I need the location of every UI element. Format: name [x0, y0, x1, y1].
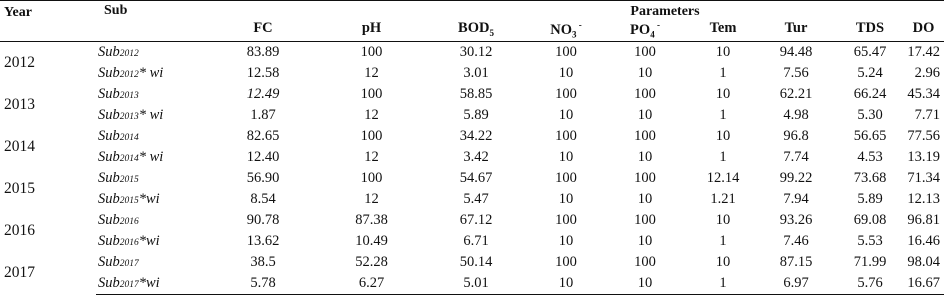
value-cell-tds: 5.89: [857, 191, 883, 207]
value-cell-fc: 90.78: [246, 212, 280, 228]
table-row: [0, 105, 944, 126]
value-cell-bod: 5.47: [463, 191, 489, 207]
header-row-top: [0, 1, 944, 21]
value-cell-bod: 5.89: [463, 107, 489, 123]
sub-label-cell: [96, 42, 206, 64]
sub-label-year: 2016: [119, 217, 139, 227]
sub-label-cell: [96, 252, 206, 273]
table-row: [0, 42, 944, 64]
value-cell-do: 98.04: [907, 254, 940, 270]
column-header-tds: [833, 20, 907, 42]
value-cell-tds: 56.65: [853, 128, 887, 144]
column-header-po4: [603, 20, 687, 42]
value-cell-tur: 4.98: [783, 107, 809, 123]
value-cell-no3: 100: [555, 212, 577, 228]
column-header-fc: [206, 20, 320, 42]
value-cell-fc: 82.65: [246, 128, 280, 144]
value-cell-bod: 34.22: [459, 128, 493, 144]
value-cell-tem: 10: [715, 44, 731, 60]
value-cell-po4: 100: [634, 254, 656, 270]
value-cell-no3: 10: [529, 273, 603, 295]
value-cell-no3: 100: [555, 254, 577, 270]
value-cell-tds: 5.76: [833, 273, 907, 295]
sub-label-year: 2012: [119, 70, 139, 80]
value-cell-bod: 50.14: [459, 254, 493, 270]
sub-label-year: 2013: [119, 91, 139, 101]
sub-label-year: 2017: [119, 259, 139, 269]
value-cell-po4: 10: [637, 65, 653, 81]
table-row: [0, 147, 944, 168]
value-cell-ph: 52.28: [355, 254, 388, 270]
value-cell-tur: 87.15: [779, 254, 813, 270]
column-header-label: FC: [253, 20, 273, 36]
value-cell-fc: 13.62: [246, 233, 280, 249]
value-cell-do: 13.19: [907, 149, 940, 165]
value-cell-bod: 58.85: [459, 86, 493, 102]
value-cell-fc: 1.87: [250, 107, 276, 123]
year-cell: 2012: [4, 54, 35, 71]
year-cell: 2015: [4, 180, 35, 197]
sub-column-header: Sub: [96, 1, 206, 42]
value-cell-fc: 5.78: [206, 273, 320, 295]
sub-label-year: 2017: [119, 280, 139, 290]
column-header-ph: [320, 20, 423, 42]
sub-label-year: 2014: [119, 154, 139, 164]
sub-label-year: 2016: [119, 238, 139, 248]
value-cell-ph: 100: [360, 86, 383, 102]
column-header-bod: [423, 20, 529, 42]
sub-label-main: Sub: [98, 170, 120, 186]
value-cell-tds: 69.08: [853, 212, 887, 228]
value-cell-po4: 100: [634, 128, 656, 144]
value-cell-do: 7.71: [914, 107, 940, 123]
column-header-subscript: 3: [572, 29, 577, 40]
sub-label-cell: [96, 105, 206, 126]
value-cell-do: 77.56: [907, 128, 940, 144]
value-cell-bod: 67.12: [459, 212, 493, 228]
value-cell-tds: 5.30: [857, 107, 883, 123]
value-cell-bod: 3.42: [463, 149, 489, 165]
value-cell-fc: 12.40: [246, 149, 280, 165]
value-cell-po4: 100: [634, 86, 656, 102]
column-header-do: [907, 20, 944, 42]
value-cell-fc: 12.49: [246, 86, 280, 102]
value-cell-no3: 10: [558, 233, 574, 249]
value-cell-tem: 1: [719, 65, 727, 81]
sub-label-cell: [96, 147, 206, 168]
sub-label-cell: [96, 84, 206, 105]
column-header-label: PO: [630, 21, 651, 38]
value-cell-no3: 10: [558, 65, 574, 81]
year-cell: 2017: [4, 264, 35, 282]
sub-label-main: Sub: [98, 149, 120, 165]
table-row: [0, 231, 944, 252]
value-cell-tem: 10: [715, 128, 731, 144]
sub-label-weight: *wi: [138, 275, 160, 291]
value-cell-tur: 93.26: [779, 212, 813, 228]
column-header-label: BOD: [458, 20, 490, 36]
sub-label-main: Sub: [98, 191, 120, 207]
value-cell-do: 2.96: [914, 65, 940, 81]
value-cell-bod: 5.01: [423, 273, 529, 295]
table-row: [0, 273, 944, 295]
column-header-subscript: 5: [489, 27, 494, 38]
sub-label-cell: [96, 168, 206, 189]
value-cell-fc: 8.54: [250, 191, 276, 207]
sub-label-weight: * wi: [138, 149, 164, 165]
value-cell-bod: 3.01: [463, 65, 489, 81]
sub-label-cell: [96, 273, 206, 295]
sub-label-cell: [96, 63, 206, 84]
value-cell-tds: 66.24: [853, 86, 887, 102]
value-cell-po4: 10: [637, 233, 653, 249]
value-cell-tur: 7.56: [783, 65, 809, 81]
sub-label-main: Sub: [98, 233, 120, 249]
value-cell-tem: 12.14: [706, 170, 740, 186]
value-cell-do: 16.67: [907, 273, 944, 295]
value-cell-po4: 10: [637, 191, 653, 207]
value-cell-po4: 10: [637, 107, 653, 123]
column-header-superscript: -: [654, 20, 660, 30]
column-header-label: DO: [912, 20, 935, 36]
value-cell-ph: 100: [360, 170, 383, 186]
sub-label-main: Sub: [98, 65, 120, 81]
value-cell-do: 16.46: [907, 233, 940, 249]
value-cell-tds: 5.53: [857, 233, 883, 249]
table-row: [0, 189, 944, 210]
sub-label-main: Sub: [98, 254, 120, 270]
year-cell: 2016: [4, 222, 35, 239]
value-cell-no3: 10: [558, 149, 574, 165]
value-cell-ph: 12: [364, 65, 379, 81]
year-column-header: Year: [0, 1, 96, 42]
value-cell-tur: 6.97: [759, 273, 833, 295]
value-cell-bod: 54.67: [459, 170, 493, 186]
sub-label-year: 2015: [119, 196, 139, 206]
table-body: [0, 42, 944, 295]
value-cell-tds: 4.53: [857, 149, 883, 165]
value-cell-po4: 100: [634, 212, 656, 228]
value-cell-tds: 73.68: [853, 170, 887, 186]
column-header-superscript: -: [576, 20, 582, 30]
value-cell-ph: 87.38: [355, 212, 388, 228]
sub-label-main: Sub: [98, 275, 120, 291]
table-header: [0, 1, 944, 42]
value-cell-do: 45.34: [907, 86, 940, 102]
table-row: [0, 63, 944, 84]
column-header-label: pH: [361, 20, 382, 36]
year-cell: 2014: [4, 138, 35, 155]
table-row: [0, 252, 944, 273]
value-cell-ph: 100: [360, 44, 383, 60]
value-cell-no3: 100: [555, 170, 577, 186]
value-cell-do: 17.42: [907, 44, 940, 60]
value-cell-do: 12.13: [907, 191, 940, 207]
year-cell: 2013: [4, 96, 35, 113]
sub-label-year: 2013: [119, 112, 139, 122]
value-cell-bod: 6.71: [463, 233, 489, 249]
value-cell-tds: 65.47: [853, 44, 887, 60]
value-cell-fc: 83.89: [246, 44, 280, 60]
table-row: [0, 210, 944, 231]
table-row: [0, 84, 944, 105]
value-cell-tem: 1: [687, 273, 759, 295]
value-cell-tur: 7.74: [783, 149, 809, 165]
value-cell-tds: 71.99: [853, 254, 887, 270]
value-cell-tem: 10: [715, 212, 731, 228]
value-cell-tur: 7.46: [783, 233, 809, 249]
column-header-label: Tur: [784, 20, 808, 36]
value-cell-tem: 1: [719, 233, 727, 249]
sub-label-cell: [96, 126, 206, 147]
value-cell-po4: 10: [603, 273, 687, 295]
column-header-label: Tem: [709, 20, 737, 36]
value-cell-fc: 38.5: [250, 254, 276, 270]
value-cell-no3: 10: [558, 191, 574, 207]
column-header-tem: [687, 20, 759, 42]
value-cell-no3: 100: [555, 44, 577, 60]
sub-label-weight: *wi: [138, 191, 160, 207]
column-header-label: TDS: [855, 20, 885, 36]
table-row: [0, 168, 944, 189]
value-cell-tds: 5.24: [857, 65, 883, 81]
value-cell-no3: 100: [555, 128, 577, 144]
sub-label-main: Sub: [98, 107, 120, 123]
sub-label-main: Sub: [98, 128, 120, 144]
value-cell-po4: 10: [637, 149, 653, 165]
column-header-tur: [759, 20, 833, 42]
value-cell-ph: 12: [364, 107, 379, 123]
sub-label-weight: * wi: [138, 65, 164, 81]
value-cell-fc: 56.90: [246, 170, 280, 186]
value-cell-po4: 100: [634, 170, 656, 186]
value-cell-ph: 6.27: [320, 273, 423, 295]
column-header-no3: [529, 20, 603, 42]
sub-label-weight: *wi: [138, 233, 160, 249]
value-cell-no3: 100: [555, 86, 577, 102]
value-cell-tem: 1: [719, 149, 727, 165]
value-cell-ph: 100: [360, 128, 383, 144]
parameters-group-header: Parameters: [206, 1, 944, 21]
value-cell-tur: 96.8: [783, 128, 809, 144]
sub-label-weight: * wi: [138, 107, 164, 123]
sub-label-year: 2014: [119, 133, 139, 143]
value-cell-ph: 12: [364, 149, 379, 165]
sub-label-cell: [96, 231, 206, 252]
sub-label-year: 2012: [119, 49, 139, 59]
value-cell-tur: 99.22: [779, 170, 813, 186]
value-cell-po4: 100: [634, 44, 656, 60]
value-cell-bod: 30.12: [459, 44, 493, 60]
sub-label-cell: [96, 189, 206, 210]
value-cell-no3: 10: [558, 107, 574, 123]
table-row: [0, 126, 944, 147]
column-header-label: NO: [550, 21, 572, 38]
sub-label-main: Sub: [98, 44, 120, 60]
value-cell-ph: 10.49: [355, 233, 388, 249]
column-header-subscript: 4: [650, 29, 655, 40]
sub-label-cell: [96, 210, 206, 231]
value-cell-ph: 12: [364, 191, 379, 207]
value-cell-tem: 10: [715, 86, 731, 102]
value-cell-tur: 94.48: [779, 44, 813, 60]
value-cell-do: 71.34: [907, 170, 940, 186]
sub-label-main: Sub: [98, 212, 120, 228]
value-cell-tur: 7.94: [783, 191, 809, 207]
sub-label-year: 2015: [119, 175, 139, 185]
value-cell-tem: 10: [715, 254, 731, 270]
value-cell-fc: 12.58: [246, 65, 280, 81]
value-cell-do: 96.81: [907, 212, 940, 228]
value-cell-tur: 62.21: [779, 86, 813, 102]
value-cell-tem: 1.21: [710, 191, 736, 207]
sub-label-main: Sub: [98, 86, 120, 102]
value-cell-tem: 1: [719, 107, 727, 123]
